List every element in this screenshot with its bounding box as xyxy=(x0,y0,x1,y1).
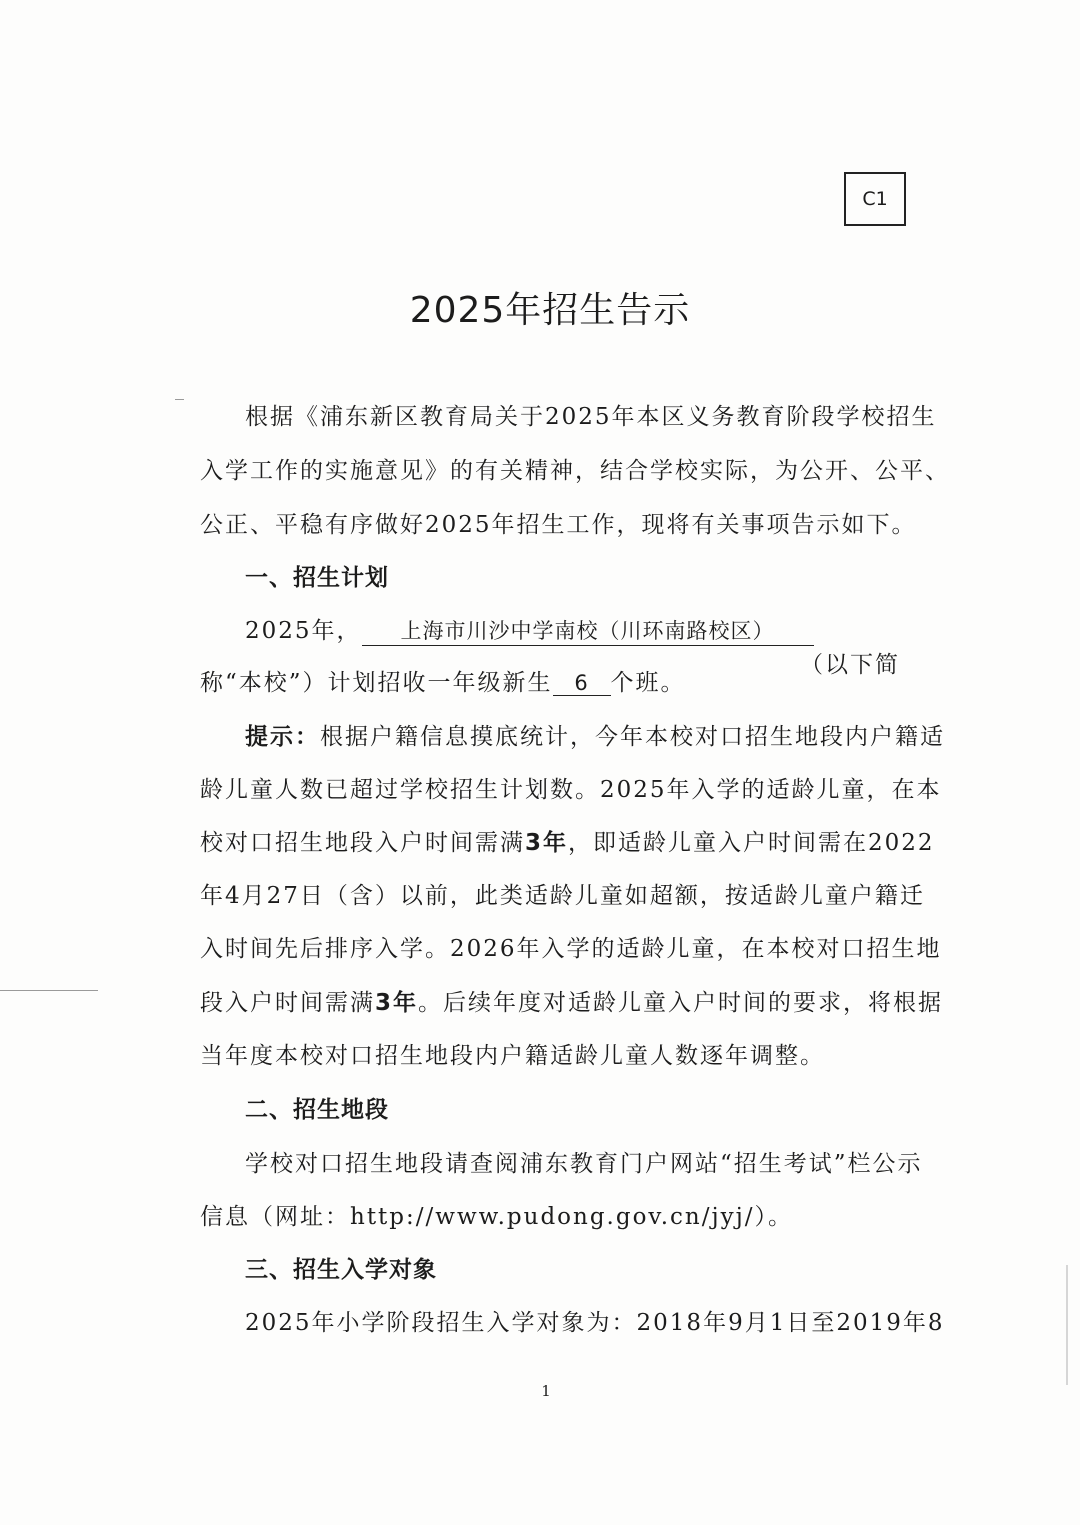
tip-text-3a: 校对口招生地段入户时间需满 xyxy=(200,830,525,856)
page-number: 1 xyxy=(541,1382,551,1400)
tip-line-1 xyxy=(245,718,945,751)
section-2-heading: 二、招生地段 xyxy=(245,1097,389,1123)
document-code-box: C1 xyxy=(844,172,906,226)
plan-prefix: 称“本校”）计划招收一年级新生 xyxy=(200,670,553,696)
section-3-heading: 三、招生入学对象 xyxy=(245,1257,437,1283)
eligibility-line-1: 2025年小学阶段招生入学对象为：2018年9月1日至2019年8 xyxy=(245,1310,945,1336)
tip-line-5: 入时间先后排序入学。2026年入学的适龄儿童，在本校对口招生地 xyxy=(200,936,942,962)
scan-artifact-line xyxy=(0,990,98,991)
tip-line-7: 当年度本校对口招生地段内户籍适龄儿童人数逐年调整。 xyxy=(200,1043,825,1069)
district-line-2: 信息（网址：http://www.pudong.gov.cn/jyj/）。 xyxy=(200,1204,793,1230)
document-title: 2025年招生告示 xyxy=(409,290,691,331)
tip-line-6 xyxy=(200,984,944,1017)
intro-line-3: 公正、平稳有序做好2025年招生工作，现将有关事项告示如下。 xyxy=(200,512,917,538)
tip-line-2: 龄儿童人数已超过学校招生计划数。2025年入学的适龄儿童，在本 xyxy=(200,777,942,803)
plan-line-2 xyxy=(200,664,900,697)
plan-suffix: 个班。 xyxy=(610,670,686,696)
tip-text-6b: 。后续年度对适龄儿童入户时间的要求，将根据 xyxy=(418,990,944,1016)
intro-line-2: 入学工作的实施意见》的有关精神，结合学校实际，为公开、公平、 xyxy=(200,458,950,484)
scan-artifact-dash xyxy=(175,399,184,400)
school-name-field: 上海市川沙中学南校（川环南路校区） xyxy=(362,615,814,646)
tip-text-3b: ，即适龄儿童入户时间需在2022 xyxy=(568,830,935,856)
scan-artifact-edge xyxy=(1066,1265,1068,1385)
section-1-heading: 一、招生计划 xyxy=(245,565,389,591)
tip-label: 提示： xyxy=(245,724,320,750)
district-line-1: 学校对口招生地段请查阅浦东教育门户网站“招生考试”栏公示 xyxy=(245,1151,923,1177)
tip-line-3 xyxy=(200,824,935,857)
tip-text-6a: 段入户时间需满 xyxy=(200,990,375,1016)
intro-line-1: 根据《浦东新区教育局关于2025年本区义务教育阶段学校招生 xyxy=(245,404,937,430)
class-count-field: 6 xyxy=(553,671,611,696)
plan-year-suffix: （以下简 xyxy=(800,652,900,678)
tip-emphasis-3: 3年 xyxy=(525,830,569,856)
tip-line-4: 年4月27日（含）以前，此类适龄儿童如超额，按适龄儿童户籍迁 xyxy=(200,883,925,909)
tip-text-1: 根据户籍信息摸底统计，今年本校对口招生地段内户籍适 xyxy=(320,724,945,750)
tip-emphasis-6: 3年 xyxy=(375,990,419,1016)
plan-year-prefix: 2025年， xyxy=(245,618,362,644)
